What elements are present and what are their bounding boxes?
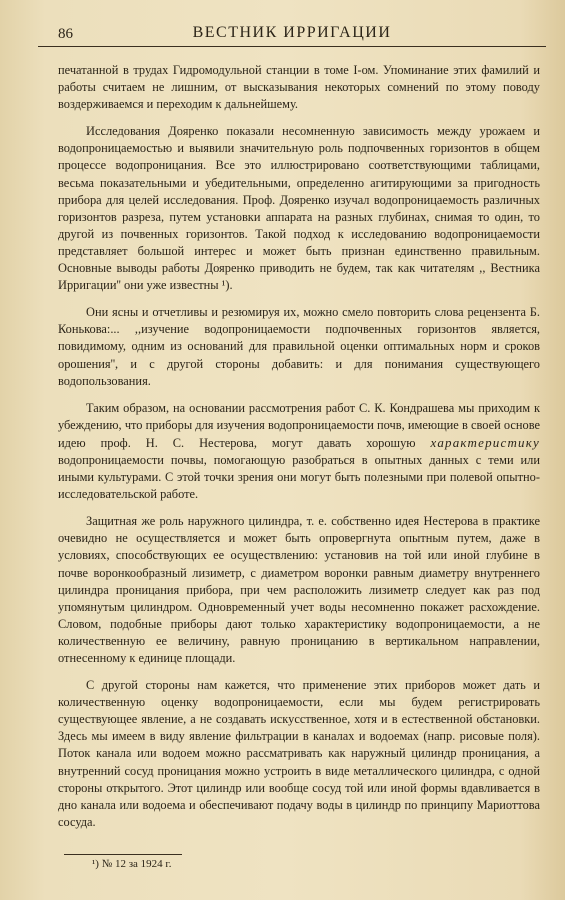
page-header [38,22,546,48]
paragraph-4-part-b: водопроницаемости почвы, помогающую разобраться в опытных данных с теми или иными культурами. С этой точки зрения они могут быть полезными при полевой опытно-исследовательской работе. [58,452,540,502]
footnote-rule [64,854,182,855]
paragraph-1: печатанной в трудах Гидромодульной станции в томе I-ом. Упоминание этих фамилий и работы считаем не лишним, от высказывания некоторых сомнений по этому поводу воздерживаемся и переходим к дальнейшему. [58,63,540,112]
header-rule [38,46,546,47]
paragraph-2: Исследования Дояренко показали несомненную зависимость между урожаем и водопроницаемостью и выявили значительную роль подпочвенных горизонтов в общем процессе водопроницания. Все это иллюстрировано соответствующими таблицами, весьма показательными и убедительными, определенно агитирующими за пригодность прибора для целей исследования. Проф. Дояренко изучал водопроницаемость различных горизонтов разреза, путем установки аппарата на разных глубинах, снимая то один, то другой из почвенных горизонтов. Такой подход к исследованию водопроницаемости представляет большой интерес и может быть признан единственно правильным. Основные выводы работы Дояренко приводить не будем, так как читателям ,, Вестника Ирригации'' они уже известны ¹). [58,124,540,293]
paragraph-6: С другой стороны нам кажется, что применение этих приборов может дать и количественную оценку водопроницаемости, если мы будем регистрировать существующее явление, а не создавать искусственное, хотя и в естественной обстановки. Здесь мы имеем в виду явление фильтрации в каналах и водоемах (напр. рисовые поля). Поток канала или водоем можно рассматривать как наружный цилиндр проницания, а внутренний сосуд проницания можно устроить в виде металлического цилиндра, с одной стороны открытого. Этот цилиндр или вообще сосуд той или иной формы вдавливается в дно канала или водоема и обеспечивают подачу воды в цилиндр по принципу Мариоттова сосуда. [58,678,540,829]
paragraph-3: Они ясны и отчетливы и резюмируя их, можно смело повторить слова рецензента Б. Конькова:... ,,изучение водопроницаемости подпочвенных горизонтов является, повидимому, одним из оснований для правильной оценки оптимальных норм и сроков орошения'', и с другой стороны добавить: и для понимания существующего водопользования. [58,305,540,388]
paragraph-4 [58,400,540,504]
footnote: ¹) № 12 за 1924 г. [92,858,172,870]
paragraph-5: Защитная же роль наружного цилиндра, т. е. собственно идея Нестерова в практике очевидно не осуществляется и может быть опровергнута опытным путем, даже в условиях, способствующих ее осуществлению: установив на той или иной глубине в почве воронкообразный лизиметр, с диаметром воронки равным диаметру внутреннего цилиндра проницания прибора, при чем расположить лизиметр следует как раз под упомянутым цилиндром. Одновременный учет воды несомненно покажет расхождение. Словом, подобные приборы дают только характеристику водопроницаемости, а не количественную ее величину, равную проницанию в вертикальном направлении, отнесенному к единице площади. [58,514,540,665]
page-number: 86 [58,26,73,42]
running-title: ВЕСТНИК ИРРИГАЦИИ [192,24,392,41]
emphasized-term: характеристику [430,434,540,450]
body-text [58,62,540,841]
paragraph-4-part-a: Таким образом, на основании рассмотрения работ С. К. Кондрашева мы приходим к убеждению, что приборы для изучения водопроницаемости почв, имеющие в своей основе идею проф. Н. С. Нестерова, могут давать хорошую [58,400,540,450]
